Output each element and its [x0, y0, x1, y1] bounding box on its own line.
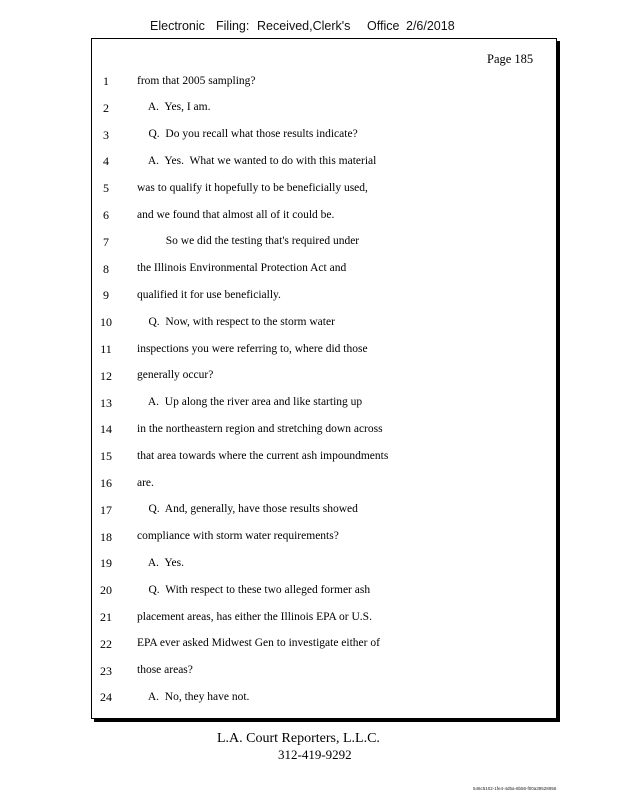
- footer-phone: 312-419-9292: [278, 747, 352, 762]
- line-text: those areas?: [137, 664, 193, 677]
- line-number: 16: [100, 476, 112, 490]
- line-number: 18: [100, 529, 112, 544]
- line-text: generally occur?: [137, 369, 214, 382]
- header-office: Office: [367, 19, 400, 33]
- line-number: 3: [103, 127, 109, 142]
- line-number: 17: [100, 502, 112, 517]
- line-text: and we found that almost all of it could be.: [137, 208, 335, 221]
- line-number: 7: [103, 234, 109, 249]
- line-text: So we did the testing that's required under: [137, 235, 360, 248]
- line-text: the Illinois Environmental Protection Act and: [137, 262, 347, 275]
- document-id: 546c5102-1fe4-4d5a-8b56-f00a39528956: [473, 786, 557, 791]
- filing-header: [0, 19, 618, 37]
- line-text: Q. Do you recall what those results indicate?: [137, 128, 358, 141]
- line-number: 21: [100, 610, 112, 624]
- line-number: 19: [100, 556, 112, 571]
- line-number: 23: [100, 663, 112, 678]
- line-number: 9: [103, 288, 109, 303]
- header-filing: Filing:: [216, 19, 250, 33]
- line-text: in the northeastern region and stretching down across: [137, 422, 383, 435]
- footer-company: L.A. Court Reporters, L.L.C.: [217, 731, 380, 746]
- line-text: Q. With respect to these two alleged former ash: [137, 583, 371, 596]
- line-number: 13: [100, 395, 112, 410]
- line-text: that area towards where the current ash impoundments: [137, 449, 389, 462]
- line-text: qualified it for use beneficially.: [137, 288, 281, 301]
- line-number: 20: [100, 583, 112, 598]
- line-number: 15: [100, 449, 112, 464]
- page-number: Page 185: [487, 52, 534, 66]
- line-text: Q. And, generally, have those results showed: [137, 503, 358, 516]
- line-number: 1: [103, 74, 109, 88]
- line-text: A. Yes.: [137, 556, 184, 569]
- line-number: 24: [100, 690, 112, 705]
- line-number: 14: [100, 422, 112, 437]
- line-number: 10: [100, 315, 112, 330]
- line-text: A. Yes, I am.: [137, 101, 211, 114]
- line-text: Q. Now, with respect to the storm water: [137, 315, 335, 328]
- line-number: 22: [100, 636, 112, 651]
- line-text: from that 2005 sampling?: [137, 74, 256, 87]
- header-electronic: Electronic: [150, 19, 205, 33]
- line-text: EPA ever asked Midwest Gen to investigate either of: [137, 637, 380, 650]
- header-received: Received,Clerk's: [257, 19, 351, 33]
- line-number: 5: [103, 181, 109, 196]
- line-number: 6: [103, 208, 109, 222]
- line-text: A. Yes. What we wanted to do with this material: [137, 154, 377, 167]
- header-date: 2/6/2018: [406, 19, 455, 33]
- line-number: 8: [103, 261, 109, 276]
- line-number: 4: [103, 154, 109, 169]
- line-text: placement areas, has either the Illinois EPA or U.S.: [137, 610, 372, 623]
- line-text: was to qualify it hopefully to be beneficially used,: [137, 181, 368, 194]
- line-text: are.: [137, 476, 154, 489]
- line-text: compliance with storm water requirements?: [137, 530, 339, 543]
- line-text: A. No, they have not.: [137, 690, 250, 703]
- line-number: 12: [100, 368, 112, 383]
- line-text: inspections you were referring to, where did those: [137, 342, 368, 355]
- line-text: A. Up along the river area and like starting up: [137, 396, 363, 409]
- line-number: 2: [103, 100, 109, 115]
- line-number: 11: [100, 342, 112, 356]
